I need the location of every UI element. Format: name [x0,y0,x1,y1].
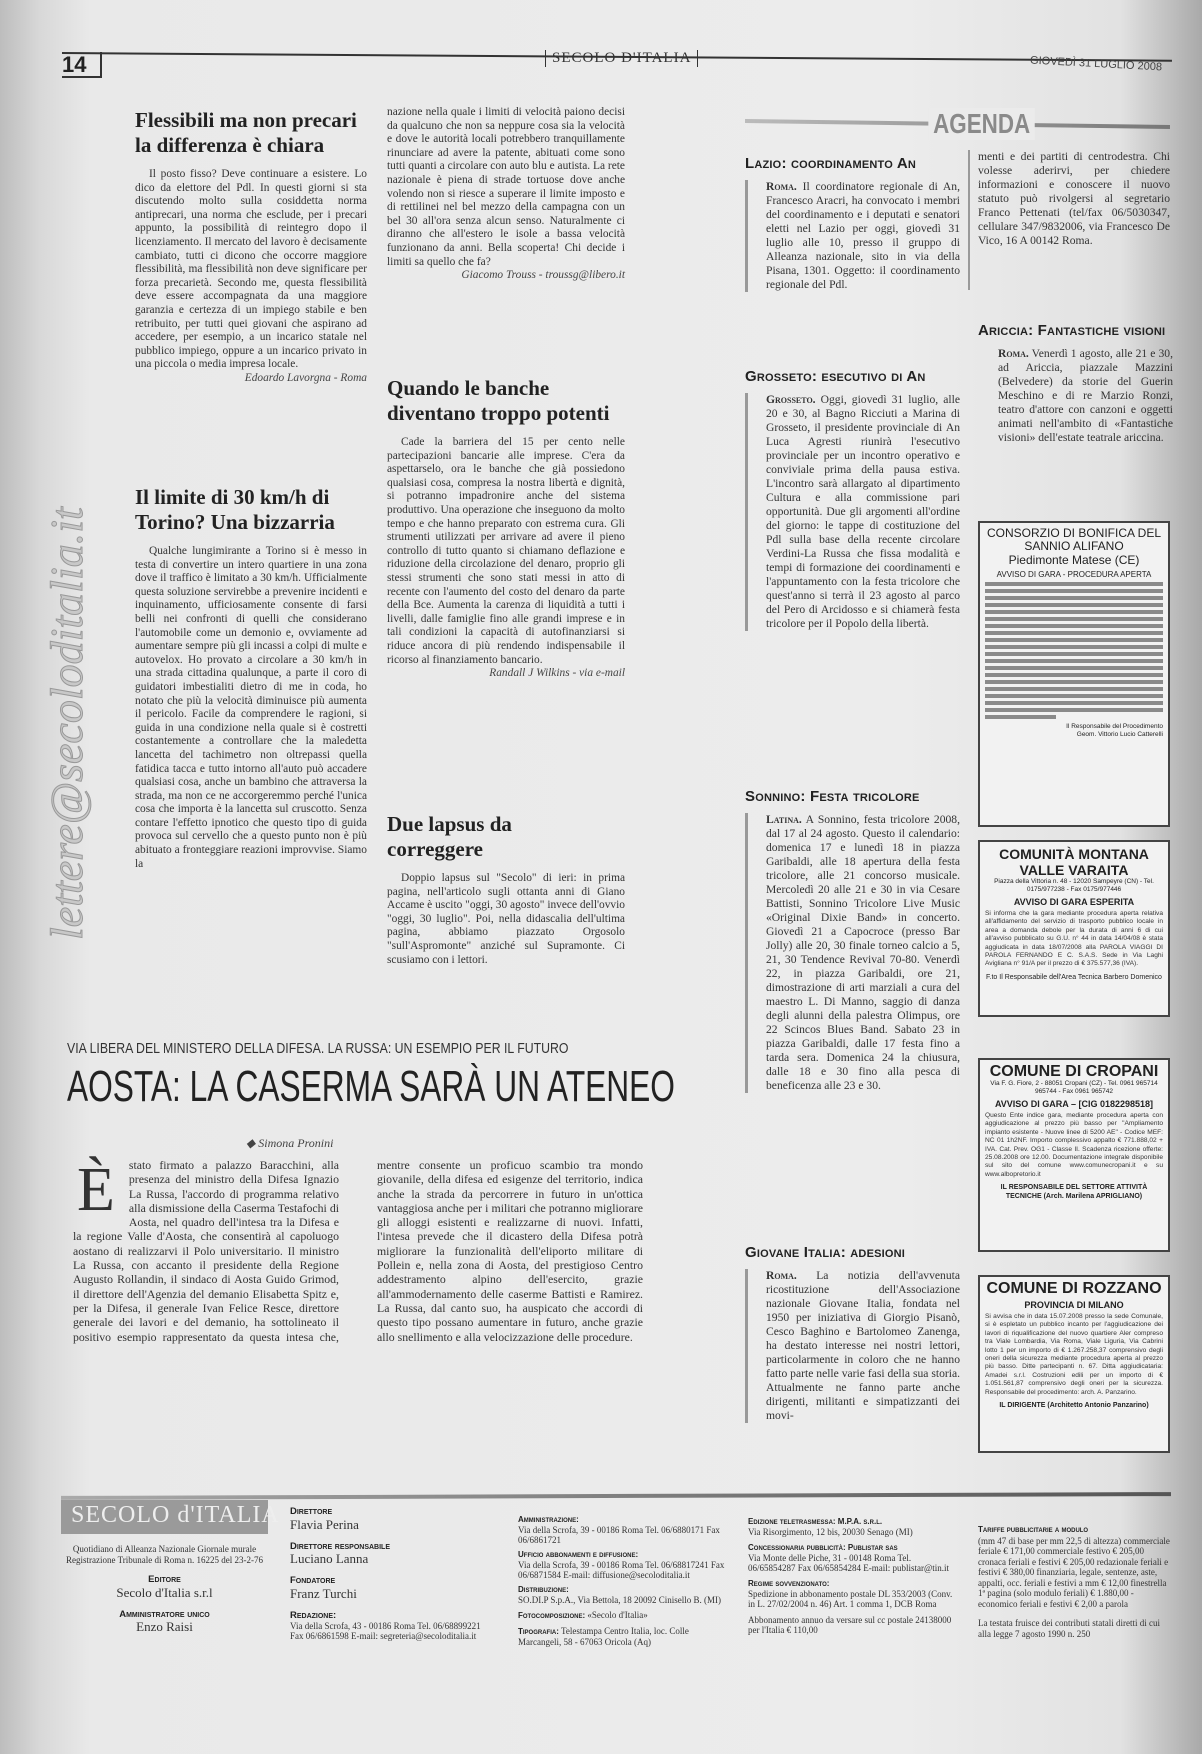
footer-logo [61,1500,280,1534]
issue-date: GIOVEDÌ 31 LUGLIO 2008 [1029,54,1163,74]
ad-subtitle: Piedimonte Matese (CE) [1008,553,1140,567]
letter-title: Il limite di 30 km/h di Torino? Una bizzarria [135,485,335,534]
footer-label: Direttore [290,1506,333,1517]
letter-2-continued [387,106,625,281]
agenda-place: Roma. [998,347,1029,360]
letter-body: Cade la barriera del 15 per cento nelle partecipazioni bancarie alle imprese. C'era da aspettarselo, ora le banche che già possiedono qualsiasi cosa, compresa la nostra libertà e dignità, si potranno impadronire anche del sistema produttivo. Una operazione che inseguono da molto tempo e che hanno preparato con estrema cura. Gli strumenti utilizzati per arrivare ad avere il pieno controllo di tutto quanto si chiamano deflazione e riduzione della circolazione del denaro, proprio gli stessi strumenti che sono stati messi in atto di recente con l'aumento del costo del denaro da parte della Bce. Aumenta la carenza di liquidità a tutti i livelli, dalle famiglie fino alle grandi imprese e in tali condizioni la capacità di autofinanziarsi si riduce ancora di più rendendo indispensabile il ricorso al finanziamento bancario. [387,436,625,666]
agenda-item-grosseto [745,368,960,631]
letter-body: Doppio lapsus sul "Secolo" di ieri: in prima pagina, nell'articolo sugli ottanta anni di Giano Accame è uscito "oggi, 30 agosto" invece dell'ovvio "oggi, 30 luglio". Poi, nella didascalia dell'ultima pagina, abbiamo piazzato Orgosolo "sull'Aspromonte" anziché sul Supramonte. Ci scusiamo con i lettori. [387,872,625,966]
logo-text: SECOLO d'ITALIA [71,1502,280,1528]
ad-subtitle: Piazza della Vittoria n. 48 - 12020 Sampeyre (CN) - Tel. 0175/977238 - Fax 0175/977446 [994,878,1154,893]
agenda-text: Il coordinatore regionale di An, Francesco Aracri, ha convocato i membri del coordinamento e i deputati e senatori eletti nel Lazio per oggi, giovedì 31 luglio alle 10, presso il gruppo di Alleanza nazionale, sito in via della Pisana, 1301. Oggetto: il coordinamento regionale del Pdl. [766,180,961,291]
ad-title: COMUNE DI ROZZANO [986,1280,1162,1297]
ad-subtitle: Via F. G. Fiore, 2 - 88051 Cropani (CZ) - Tel. 0961 965714 965744 - Fax 0961 965742 [990,1080,1158,1095]
ad-title: COMUNE DI CROPANI [989,1063,1159,1080]
agenda-item-heading: Sonnino: Festa tricolore [745,788,920,805]
footer-label: Direttore responsabile [290,1540,390,1552]
footer-value: Franz Turchi [290,1585,357,1601]
footer-text: Via Risorgimento, 12 bis, 20030 Senago (MI) [748,1527,913,1537]
agenda-title: AGENDA [928,108,1035,140]
footer-text: Via Monte delle Piche, 31 - 00148 Roma Tel. 06/65854287 Fax 06/65854284 E-mail: publistar@tin.it [748,1553,950,1573]
letter-4 [387,812,625,967]
publication-info: Quotidiano di Alleanza Nazionale Giornale murale Registrazione Tribunale di Roma n. 16225 del 23-2-76 [66,1544,263,1565]
footer-value: Secolo d'Italia s.r.l [116,1584,213,1600]
agenda-place: Grosseto. [766,393,816,406]
agenda-text-continued: menti e dei partiti di centrodestra. Chi volesse aderirvi, per chiedere informazioni e conoscere il nuovo statuto può rivolgersi al segretario Franco Pettenati (tel/fax 06/5030347, cellulare 347/9832006, via Francesco De Vico, 16 A 00142 Roma. [978,150,1170,247]
agenda-item-ariccia [978,322,1173,445]
footer-text: Via della Scrofa, 39 - 00186 Roma Tel. 06/68817241 Fax 06/6871584 E-mail: diffusione@secoloditalia.it [518,1560,725,1580]
footer-label: Concessionaria pubblicità: Publistar sas [748,1543,898,1552]
ad-comune-rozzano [978,1275,1170,1453]
footer-col-5 [978,1525,1170,1639]
feature-body [73,1158,643,1344]
ad-title: COMUNITÀ MONTANA VALLE VARAITA [999,846,1149,878]
footer-rule [61,1492,1171,1500]
agenda-text: Oggi, giovedì 31 luglio, alle 20 e 30, al Bagno Ricciuti a Marina di Grosseto, il presidente provinciale di An Luca Agresti riunirà l'esecutivo provinciale per un incontro operativo e conviviale prima della pausa estiva. L'incontro sarà allargato al dipartimento Cultura e alla commissione pari opportunità. Due gli argomenti all'ordine del giorno: le tappe di costituzione del Pdl sulla base della recente circolare Verdini-La Russa che fissa modalità e tempi di formazione dei coordinamenti e l'appuntamento con la festa tricolore che quest'anno si terrà il 23 agosto al parco del Pero di Arcidosso e si chiamerà festa tricolore per il Popolo della libertà. [766,393,960,630]
footer-text: La testata fruisce dei contributi statali diretti di cui alla legge 7 agosto 1990 n. 250 [978,1618,1160,1639]
feature-byline: ◆ Simona Pronini [246,1136,334,1150]
footer-col-1 [61,1544,268,1643]
footer-col-4 [748,1517,958,1635]
agenda-item-heading: Giovane Italia: adesioni [745,1244,906,1261]
ad-comune-cropani [978,1058,1170,1252]
agenda-place: Latina. [766,813,802,826]
byline-author: Simona Pronini [258,1136,334,1150]
ad-valle-varaita [978,840,1170,1017]
ad-kind: AVVISO DI GARA – [CIG 0182298518] [994,1099,1154,1109]
footer-text: Telestampa Centro Italia, loc. Colle Marcangeli, 58 - 67063 Oricola (Aq) [518,1626,689,1647]
footer-col-3 [518,1515,728,1647]
footer-label: Distribuzione: [518,1585,569,1594]
masthead-title: SECOLO D'ITALIA [545,50,698,67]
letter-3 [387,376,625,679]
agenda-place: Roma. [766,1269,797,1282]
ad-title: CONSORZIO DI BONIFICA DEL SANNIO ALIFANO [986,526,1162,553]
agenda-item-sonnino [745,788,960,1093]
footer-text: (mm 47 di base per mm 22,5 di altezza) commerciale feriale € 171,00 commerciale festivo € 205,00 cronaca feriali e festivi € 205,00 redazionale feriali e festivi € 380,00 finanziaria, legale, sentenze, aste, appalti, occ. feriali e festivi a mm € 12,00 finestrella 1ª pagina (solo modulo feriali) € 1.880,00 - economico feriali e festivi € 2,00 a parola [978,1535,1170,1609]
footer-label: Fondatore [290,1575,336,1586]
ad-kind: AVVISO DI GARA - PROCEDURA APERTA [996,570,1152,579]
letter-body: Il posto fisso? Deve continuare a esistere. Lo dico da elettore del Pdl. In questi giorni si sta discutendo molto sulla cosiddetta norma antiprecari, una norma che esclude, per i precari appunto, la possibilità di reintegro dopo il licenziamento. Il mercato del lavoro è decisamente cambiato, tutti ci dicono che occorre maggiore flessibilità, ma flessibilità non deve significare per forza precarietà. Secondo me, questa flessibilità deve essere accompagnata da una maggiore garanzia e certezza di un impiego stabile e ben retribuito, per tutti quei giovani che aspirano ad accedere, per esempio, a un incarico statale nel pubblico impiego, oppure a un incarico privato in una piccola o media impresa locale. [135,168,367,371]
agenda-item-giovane-italia-continued [978,150,1170,248]
agenda-place: Roma. [766,180,797,193]
ad-signature: IL DIRIGENTE (Architetto Antonio Panzarino) [999,1402,1149,1410]
agenda-item-heading: Lazio: coordinamento An [745,155,916,172]
ad-kind: AVVISO DI GARA ESPERITA [1013,897,1135,907]
ad-fine-print: Questo Ente indice gara, mediante procedura aperta con aggiudicazione al prezzo più basso per "Ampliamento impianto esistente - Nuove linee di 5200 AE" - Codice MEF: NC 01 1h2NF. Importo complessivo appalto € 771.888,02 + IVA. Cat. Prev. OG1 - Classe II. Scadenza ricezione offerte: 25.08.2008 ore 12.00. Documentazione integrale disponibile sul sito del comune www.comunecropani.it e su www.albopretorio.it [985,1112,1163,1178]
agenda-item-giovane-italia [745,1244,960,1423]
footer-label: Regime sovvenzionato: [748,1579,830,1588]
letter-1 [135,108,367,384]
footer-label: Amministrazione: [518,1515,579,1524]
letters-email-vertical[interactable] [40,100,100,940]
agenda-text: A Sonnino, festa tricolore 2008, dal 17 al 24 agosto. Questo il calendario: domenica 17 e lunedì 18 in piazza Garibaldi, alle 18 apertura della festa tricolore, alle 21 concorso musicale. Mercoledì 20 alle 21 e 30 in via Cesare Battisti, Sonnino Tricolore Live Music «Original Dixie Band» in concerto. Giovedì 21 a Capocroce (presso Bar Jolly) alle 20, 30 finale torneo calcio a 5, 21, 30 Tendence Revival 70-80. Venerdì 22, in piazza Garibaldi, ore 21, dimostrazione di arti marziali a cura del maestro L. Di Manno, saggio di danza degli alunni della palestra Olimpus, ore 22 Scincos Blues Band. Sabato 23 in piazza Garibaldi, dalle 17 festa fino a tarda sera. Domenica 24 la chiusura, dalle 18 e 30 fino alla pesca di beneficenza alle 23 e 30. [766,813,961,1092]
ad-fine-print [985,582,1163,719]
footer-label: Tariffe pubblicitarie a modulo [978,1525,1089,1534]
footer-label: Amministratore unico [119,1608,210,1620]
footer-label: Redazione: [290,1609,337,1621]
agenda-text: Venerdì 1 agosto, alle 21 e 30, ad Ariccia, piazzale Mazzini (Belvedere) da storie del Guerin Meschino e di re Marzio Ronzi, teatro d'attore con canzoni e oggetti animati nell'ambito di «Fantastiche visioni» dell'estate teatrale ariccina. [998,347,1173,444]
footer-text: SO.DI.P S.p.A., Via Bettola, 18 20092 Cinisello B. (MI) [518,1595,721,1605]
ad-signature: F.to Il Responsabile dell'Area Tecnica Barbero Domenico [986,973,1162,981]
footer-text: Spedizione in abbonamento postale DL 353/2003 (Conv. in L. 27/02/2004 n. 46) Art. 1 comma 1, DCB Roma [748,1589,953,1609]
ad-consorzio-bonifica [978,521,1170,827]
feature-kicker: VIA LIBERA DEL MINISTERO DELLA DIFESA. LA RUSSA: UN ESEMPIO PER IL FUTURO [67,1040,569,1057]
footer-text: Abbonamento annuo da versare sul cc postale 24138000 per l'Italia € 110,00 [748,1615,952,1635]
letter-2 [135,485,367,871]
letter-signature: Randall J Wilkins - via e-mail [489,667,625,680]
footer-label: Fotocomposizione: [518,1611,586,1620]
drop-cap: È [77,1156,115,1224]
agenda-item-lazio [745,155,960,292]
feature-text: stato firmato a palazzo Baracchini, alla presenza del ministro della Difesa Ignazio La Russa, l'accordo di programma relativo alla dismissione della Caserma Testafochi di Aosta, nel quadro dell'intesa tra la Difesa e la regione Valle d'Aosta, che consentirà al capoluogo aostano di realizzarvi il Polo universitario. Il ministro La Russa, con accanto il presidente della Regione Augusto Rollandin, il sindaco di Aosta Guido Grimod, il direttore dell'Agenzia del demanio Elisabetta Spitz e, per la Difesa, il generale Ivan Felice Resce, direttore generale dei lavori e del demanio, ha sottolineato il positivo esempio rappresentato da questa intesa che, mentre consente un proficuo scambio tra mondo giovanile, della difesa ed esigenze del territorio, indica anche la strada da percorrere in futuro in un'ottica vantaggiosa anche per i militari che potranno migliorare gli alloggi esistenti e realizzarne di nuovi. Infatti, l'intesa prevede che il dicastero della Difesa potrà migliorare la funzionalità dell'eliporto militare di Pollein e, nella zona di Aosta, del prestigioso Centro addestramento alpino dell'esercito, grazie all'ammodernamento delle caserme Battisti e Ramirez. La Russa, dal canto suo, ha auspicato che accordi di questo tipo possano aumentare in futuro, anche grazie allo snellimento e alla velocizzazione delle procedure. [73,1158,643,1344]
feature-headline: AOSTA: LA CASERMA SARÀ UN ATENEO [67,1062,675,1111]
footer-col-2 [290,1506,490,1641]
footer-label: Ufficio abbonamenti e diffusione: [518,1550,639,1559]
letter-body: Qualche lungimirante a Torino si è messo in testa di convertire un intero quartiere in una zona dove il traffico è limitato a 30 km/h. Ufficialmente questa soluzione servirebbe a prevenire incidenti e inquinamento, ufficiosamente consente di farsi belli nei confronti di quelli che considerano l'automobile come un demonio e, ovviamente ad aumentare sempre più gli incassi a colpi di multe e autovelox. Ho provato a circolare a 30 km/h in una strada cittadina qualunque, a parte il coro di guidatori imbestialiti dietro di me in coda, ho notato che più la velocità diminuisce più aumenta il pericolo. Facile da comprendere le ragioni, si guida in una condizione nella quale si è costretti costantemente a controllare che la maledetta lancetta del tachimetro non oltrepassi quella fatidica tacca e tutto intorno all'auto può accadere qualsiasi cosa, anche un bambino che attraversa la strada, ma non ce ne accorgeremmo perché l'unica cosa che importa è la lancetta sul cruscotto. Senza contare l'effetto ipnotico che questo tipo di guida provoca sul cervello che a questo punto non è più abituato a fronteggiare reazioni improvvise. Siamo la [135,545,367,870]
letter-title: Quando le banche diventano troppo potenti [387,376,610,425]
letter-title: Due lapsus da correggere [387,812,512,861]
letter-signature: Giacomo Trouss - troussg@libero.it [461,269,625,282]
agenda-header [745,108,1170,138]
letter-title: Flessibili ma non precari la differenza è chiara [135,108,357,157]
agenda-text: La notizia dell'avvenuta ricostituzione dell'Associazione nazionale Giovane Italia, fondata nel 1950 per iniziativa di Giorgio Pisanò, Cesco Baghino e Bartolomeo Zanenga, ha destato interesse nei nostri lettori, particolarmente in coloro che ne hanno fatto parte nelle varie fasi della sua storia. Attualmente ne fanno parte anche dirigenti, militanti e simpatizzanti dei movi- [766,1269,960,1422]
agenda-column-divider [968,150,970,290]
footer-value: Flavia Perina [290,1516,359,1532]
footer-text: «Secolo d'Italia» [587,1610,648,1620]
letter-body-continued: nazione nella quale i limiti di velocità paiono decisi da qualcuno che non sa neppure cosa sia la velocità e dove le autorità locali potrebbero tranquillamente rinunciare ad avere la patente, abituati come sono tutti quanti a circolare con auto blu e autista. La rete nazionale è piena di strade tortuose dove anche volendo non si riesce a superare il limite imposto e di rettilinei nel bel mezzo della campagna con un bel 30 all'ora senza alcun senso. Naturalmente ci diranno che all'estero le isole a bassa velocità funzionano da anni. Bella scoperta! Chi decide i limiti sa quello che fa? [387,106,625,268]
ad-fine-print: Si informa che la gara mediante procedura aperta relativa all'affidamento del servizio di trasporto pubblico locale in area a domanda debole per la durata di anni 6 di cui all'avviso pubblicato su G.U. n° 44 in data 14/04/08 è stata aggiudicata in data 18/07/2008 alla PAROLA VIAGGI DI PAROLA FERNANDO E C. S.A.S. Sede in Via Laghi Avigliana n° 91/A per il prezzo di € 375.577,36 (IVA). [985,910,1163,968]
footer-label: Editore [148,1574,181,1585]
page-number: 14 [62,52,102,78]
ad-subtitle: PROVINCIA DI MILANO [1024,1300,1124,1310]
letter-signature: Edoardo Lavorgna - Roma [244,371,367,384]
ad-signature: Il Responsabile del Procedimento Geom. Vittorio Lucio Catterelli [1066,723,1163,738]
footer-text: Via della Scrofa, 43 - 00186 Roma Tel. 06/68899221 Fax 06/6861598 E-mail: segreteria@secoloditalia.it [290,1621,481,1641]
footer-label: Edizione teletrasmessa: M.P.A. s.r.l. [748,1517,883,1526]
agenda-item-heading: Grosseto: esecutivo di An [745,368,926,385]
ad-fine-print: Si avvisa che in data 15.07.2008 presso la sede Comunale, si è espletato un pubblico incanto per l'aggiudicazione dei lavori di riqualificazione del nuovo quartiere Aler compreso tra Viale Lombardia, Via Roma, Viale Liguria, Via Cabrini lotto 1 per un importo di € 1.267.258,37 comprensivo degli oneri della sicurezza mediante procedura aperta al prezzo più basso. Ditte partecipanti n. 67. Ditta aggiudicataria: Amadei s.r.l. Costruzioni edili per un importo di € 1.051.561,87 comprensivo degli oneri per la sicurezza. Responsabile del procedimento: arch. A. Panzarino. [985,1313,1163,1396]
footer-label: Tipografia: [518,1627,559,1636]
agenda-item-heading: Ariccia: Fantastiche visioni [978,322,1166,339]
ad-signature: IL RESPONSABILE DEL SETTORE ATTIVITÀ TECNICHE (Arch. Marilena APRIGLIANO) [1000,1184,1148,1201]
footer-value: Luciano Lanna [290,1551,369,1566]
email-link[interactable]: lettere@secoloditalia.it [41,507,92,940]
footer-text: Via della Scrofa, 39 - 00186 Roma Tel. 06/6880171 Fax 06/6861721 [518,1525,720,1545]
footer-value: Enzo Raisi [136,1619,193,1634]
